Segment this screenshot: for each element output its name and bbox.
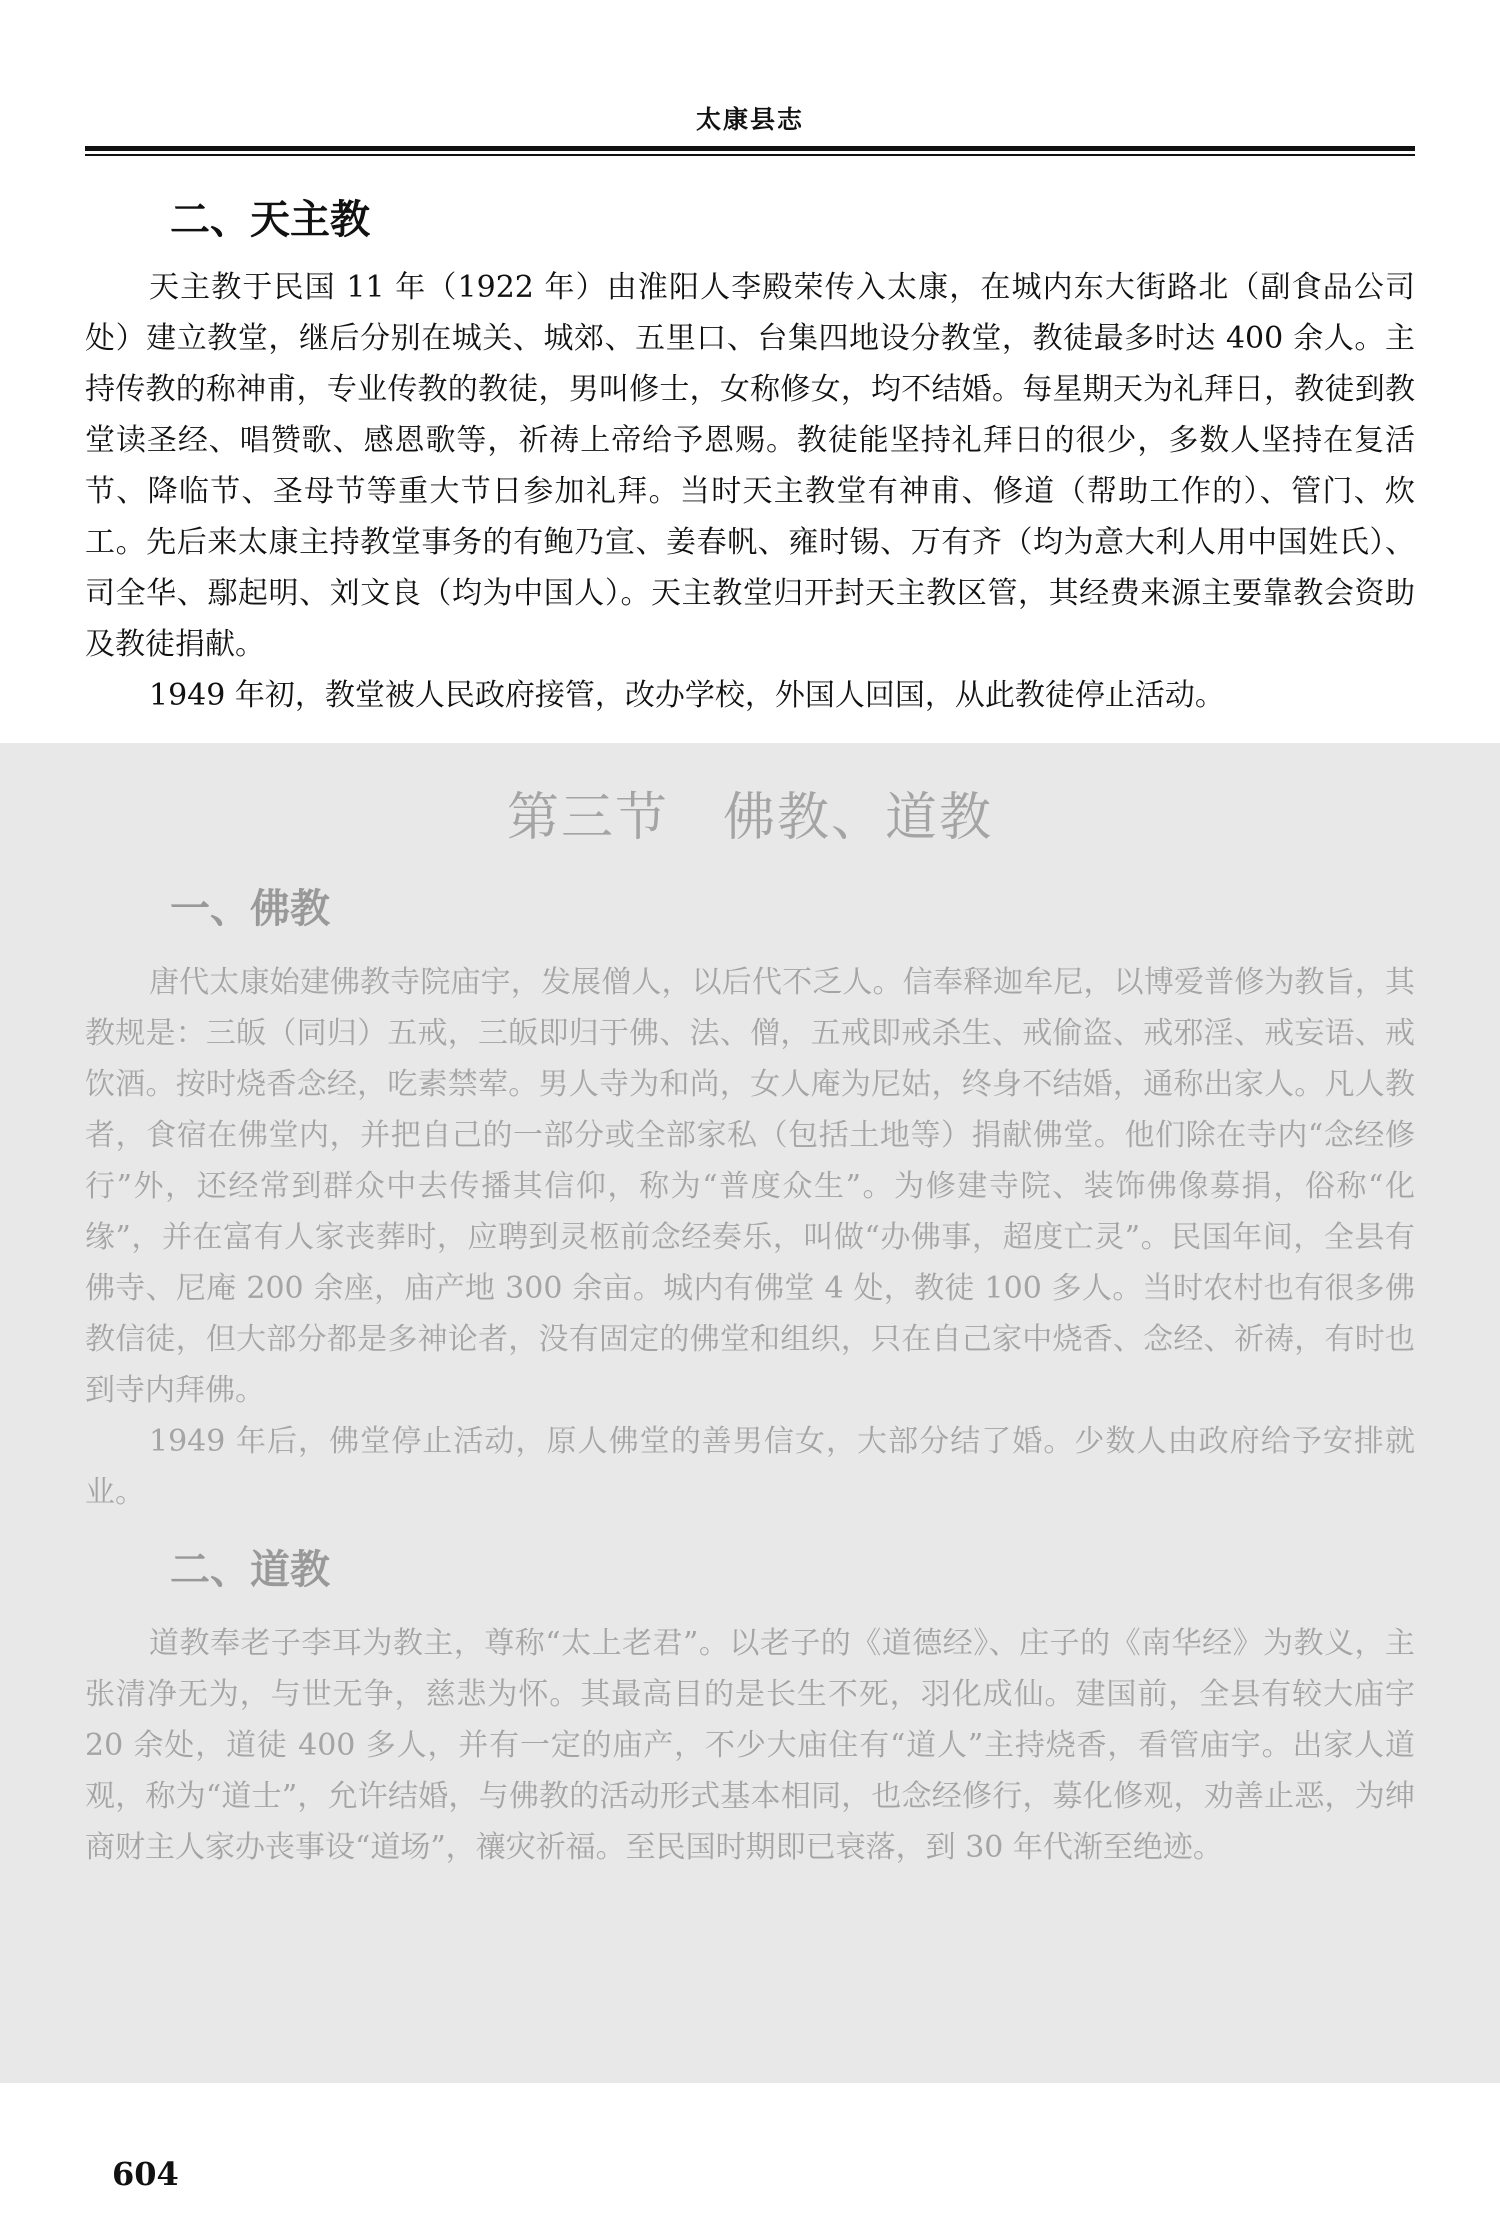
catholicism-paragraph-1: 天主教于民国 11 年（1922 年）由淮阳人李殿荣传入太康，在城内东大街路北（副食品公司处）建立教堂，继后分别在城关、城郊、五里口、台集四地设分教堂，教徒最多时达 400 余人。主持传教的称神甫，专业传教的教徒，男叫修士，女称修女，均不结婚。每星期天为礼拜日，教徒到教堂读圣经、唱赞歌、感恩歌等，祈祷上帝给予恩赐。教徒能坚持礼拜日的很少，多数人坚持在复活节、降临节、圣母节等重大节日参加礼拜。当时天主教堂有神甫、修道（帮助工作的）、管门、炊工。先后来太康主持教堂事务的有鲍乃宣、姜春帆、雍时锡、万有齐（均为意大利人用中国姓氏）、司全华、鄢起明、刘文良（均为中国人）。天主教堂归开封天主教区管，其经费来源主要靠教会资助及教徒捐献。 — [85, 270, 1415, 662]
header-rule-thin — [85, 154, 1415, 156]
catholicism-paragraph-2: 1949 年初，教堂被人民政府接管，改办学校，外国人回国，从此教徒停止活动。 — [149, 678, 1225, 713]
buddhism-paragraph-2: 1949 年后，佛堂停止活动，原人佛堂的善男信女，大部分结了婚。少数人由政府给予安排就业。 — [85, 1424, 1415, 1510]
faded-section-block — [0, 743, 1500, 2083]
page-number: 604 — [112, 2155, 179, 2193]
catholicism-section — [85, 190, 1415, 721]
header-rule-thick — [85, 146, 1415, 151]
taoism-paragraph-1: 道教奉老子李耳为教主，尊称“太上老君”。以老子的《道德经》、庄子的《南华经》为教义，主张清净无为，与世无争，慈悲为怀。其最高目的是长生不死，羽化成仙。建国前，全县有较大庙宇 20 余处，道徒 400 多人，并有一定的庙产，不少大庙住有“道人”主持烧香，看管庙宇。出家人道观，称为“道士”，允许结婚，与佛教的活动形式基本相同，也念经修行，募化修观，劝善止恶，为绅商财主人家办丧事设“道场”，禳灾祈福。至民国时期即已衰落，到 30 年代渐至绝迹。 — [85, 1626, 1415, 1865]
catholicism-heading: 二、天主教 — [170, 197, 370, 243]
taoism-heading: 二、道教 — [170, 1547, 330, 1593]
running-title: 太康县志 — [695, 105, 804, 134]
buddhism-paragraph-1: 唐代太康始建佛教寺院庙宇，发展僧人，以后代不乏人。信奉释迦牟尼，以博爱普修为教旨，其教规是：三皈（同归）五戒，三皈即归于佛、法、僧，五戒即戒杀生、戒偷盗、戒邪淫、戒妄语、戒饮酒。按时烧香念经，吃素禁荤。男人寺为和尚，女人庵为尼姑，终身不结婚，通称出家人。凡人教者，食宿在佛堂内，并把自己的一部分或全部家私（包括土地等）捐献佛堂。他们除在寺内“念经修行”外，还经常到群众中去传播其信仰，称为“普度众生”。为修建寺院、装饰佛像募捐，俗称“化缘”，并在富有人家丧葬时，应聘到灵柩前念经奏乐，叫做“办佛事，超度亡灵”。民国年间，全县有佛寺、尼庵 200 余座，庙产地 300 余亩。城内有佛堂 4 处，教徒 100 多人。当时农村也有很多佛教信徒，但大部分都是多神论者，没有固定的佛堂和组织，只在自己家中烧香、念经、祈祷，有时也到寺内拜佛。 — [85, 965, 1415, 1408]
section-title: 第三节 佛教、道教 — [506, 788, 993, 848]
buddhism-heading: 一、佛教 — [170, 886, 330, 932]
